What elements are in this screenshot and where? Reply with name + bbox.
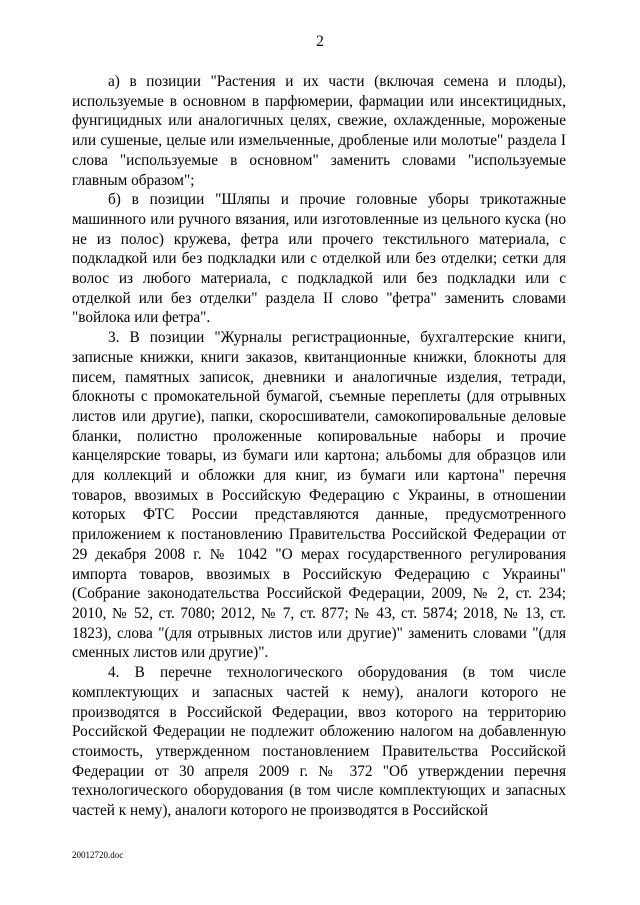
paragraph-item-b: б) в позиции "Шляпы и прочие головные уборы трикотажные машинного или ручного вязания, или изготовленные из цельного куска (но не из полос) кружева, фетра или прочего текстильного материала, с подкладкой или без подкладки или с отделкой или без отделки; сетки для волос из любого материала, с подкладкой или без подкладки или с отделкой или без отделки" раздела II слово "фетра" заменить словами "войлока или фетра". (72, 191, 566, 327)
paragraph-item-3: 3. В позиции "Журналы регистрационные, бухгалтерские книги, записные книжки, книги заказов, квитанционные книжки, блокноты для писем, памятных записок, дневники и аналогичные изделия, тетради, блокноты с промокательной бумагой, съемные переплеты (для отрывных листов или другие), папки, скоросшиватели, самокопировальные деловые бланки, полистно проложенные копировальные наборы и прочие канцелярские товары, из бумаги или картона; альбомы для образцов или для коллекций и обложки для книг, из бумаги или картона" перечня товаров, ввозимых в Российскую Федерацию с Украины, в отношении которых ФТС России представляются данные, предусмотренного приложением к постановлению Правительства Российской Федерации от 29 декабря 2008 г. № 1042 "О мерах государственного регулирования импорта товаров, ввозимых в Российскую Федерацию с Украины" (Собрание законодательства Российской Федерации, 2009, № 2, ст. 234; 2010, № 52, ст. 7080; 2012, № 7, ст. 877; № 43, ст. 5874; 2018, № 13, ст. 1823), слова "(для отрывных листов или другие)" заменить словами "(для сменных листов или другие)". (72, 329, 566, 662)
document-body (72, 72, 566, 821)
paragraph-item-4: 4. В перечне технологического оборудования (в том числе комплектующих и запасных частей к нему), аналоги которого не производятся в Российской Федерации, ввоз которого на территорию Российской Федерации не подлежит обложению налогом на добавленную стоимость, утвержденном постановлением Правительства Российской Федерации от 30 апреля 2009 г. № 372 "Об утверждении перечня технологического оборудования (в том числе комплектующих и запасных частей к нему), аналоги которого не производятся в Российской (72, 664, 566, 820)
paragraph-item-a: а) в позиции "Растения и их части (включая семена и плоды), используемые в основном в парфюмерии, фармации или инсектицидных, фунгицидных или аналогичных целях, свежие, охлажденные, мороженые или сушеные, целые или измельченные, дробленые или молотые" раздела I слова "используемые в основном" заменить словами "используемые главным образом"; (72, 73, 566, 189)
page-number: 2 (316, 33, 324, 50)
document-file-code: 20012720.doc (72, 850, 124, 860)
